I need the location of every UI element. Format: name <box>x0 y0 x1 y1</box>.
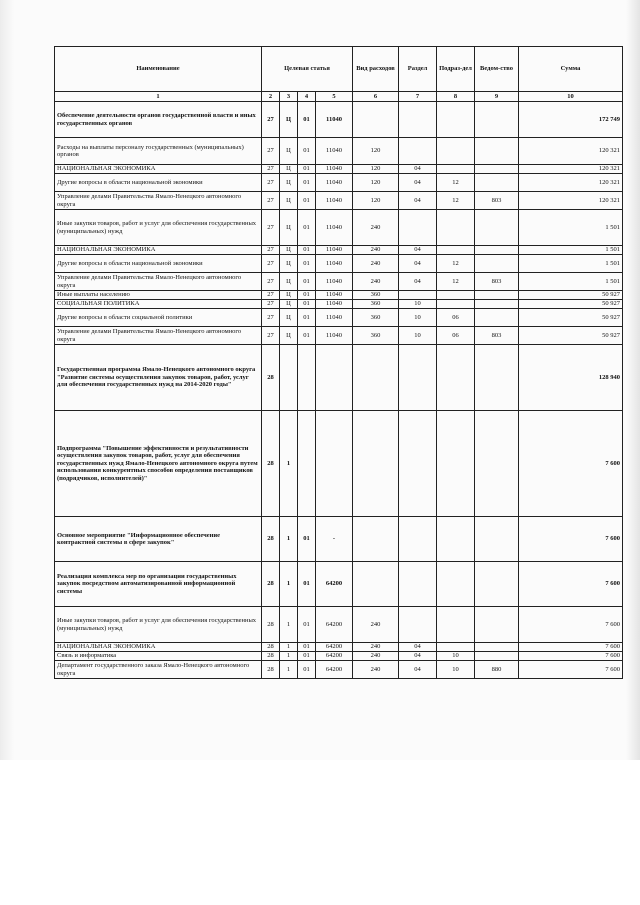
section-cell <box>399 517 437 562</box>
column-number-row <box>55 92 623 102</box>
target-code-2: Ц <box>280 210 298 246</box>
department-cell: 803 <box>475 192 519 210</box>
row-name: СОЦИАЛЬНАЯ ПОЛИТИКА <box>55 300 262 309</box>
amount-cell: 120 321 <box>519 174 623 192</box>
row-name: Управление делами Правительства Ямало-Ненецкого автономного округа <box>55 192 262 210</box>
target-code-3: 01 <box>298 652 316 661</box>
row-name: Другие вопросы в области социальной политики <box>55 309 262 327</box>
department-cell <box>475 517 519 562</box>
target-code-3: 01 <box>298 291 316 300</box>
target-code-2: Ц <box>280 174 298 192</box>
table-row <box>55 309 623 327</box>
table-header-row <box>55 47 623 92</box>
target-code-4: 11040 <box>316 165 353 174</box>
amount-cell: 1 501 <box>519 246 623 255</box>
target-code-4: 11040 <box>316 246 353 255</box>
row-name: Основное мероприятие "Информационное обеспечение контрактной системы в сфере закупок" <box>55 517 262 562</box>
target-code-3: 01 <box>298 192 316 210</box>
target-code-3: 01 <box>298 643 316 652</box>
subsection-cell <box>437 300 475 309</box>
target-code-4: 64200 <box>316 607 353 643</box>
section-cell <box>399 102 437 138</box>
row-name: Управление делами Правительства Ямало-Ненецкого автономного округа <box>55 273 262 291</box>
expense-type-cell: 240 <box>353 643 399 652</box>
amount-cell: 128 940 <box>519 345 623 411</box>
subsection-cell <box>437 562 475 607</box>
target-code-4: 64200 <box>316 661 353 679</box>
target-code-1: 27 <box>262 291 280 300</box>
department-cell <box>475 255 519 273</box>
expense-type-cell <box>353 345 399 411</box>
subsection-cell: 06 <box>437 327 475 345</box>
expense-type-cell: 120 <box>353 174 399 192</box>
expense-type-cell: 120 <box>353 192 399 210</box>
target-code-4 <box>316 345 353 411</box>
section-cell <box>399 138 437 165</box>
target-code-3: 01 <box>298 210 316 246</box>
department-cell: 803 <box>475 273 519 291</box>
amount-cell: 7 600 <box>519 562 623 607</box>
target-code-2 <box>280 345 298 411</box>
target-code-4: 11040 <box>316 309 353 327</box>
target-code-4: 11040 <box>316 102 353 138</box>
expense-type-cell <box>353 411 399 517</box>
target-code-1: 27 <box>262 273 280 291</box>
target-code-1: 28 <box>262 661 280 679</box>
target-code-4: 11040 <box>316 210 353 246</box>
section-cell: 04 <box>399 255 437 273</box>
table-row <box>55 517 623 562</box>
table-row <box>55 273 623 291</box>
target-code-1: 28 <box>262 562 280 607</box>
target-code-3: 01 <box>298 246 316 255</box>
target-code-2: Ц <box>280 309 298 327</box>
amount-cell: 50 927 <box>519 291 623 300</box>
subsection-cell: 12 <box>437 273 475 291</box>
expense-type-cell: 360 <box>353 309 399 327</box>
table-row <box>55 291 623 300</box>
target-code-4: 11040 <box>316 327 353 345</box>
department-cell: 803 <box>475 327 519 345</box>
target-code-1: 27 <box>262 255 280 273</box>
target-code-1: 27 <box>262 210 280 246</box>
header-amount: Сумма <box>519 47 623 92</box>
target-code-1: 27 <box>262 174 280 192</box>
row-name: Другие вопросы в области национальной экономики <box>55 174 262 192</box>
target-code-4: 64200 <box>316 562 353 607</box>
table-row <box>55 652 623 661</box>
target-code-3: 01 <box>298 607 316 643</box>
row-name: НАЦИОНАЛЬНАЯ ЭКОНОМИКА <box>55 165 262 174</box>
amount-cell: 7 600 <box>519 661 623 679</box>
section-cell <box>399 291 437 300</box>
department-cell <box>475 309 519 327</box>
amount-cell: 50 927 <box>519 300 623 309</box>
target-code-4: 11040 <box>316 255 353 273</box>
target-code-2: 1 <box>280 411 298 517</box>
table-row <box>55 300 623 309</box>
target-code-2: Ц <box>280 327 298 345</box>
table-row <box>55 643 623 652</box>
row-name: Управление делами Правительства Ямало-Ненецкого автономного округа <box>55 327 262 345</box>
target-code-1: 28 <box>262 411 280 517</box>
target-code-2: Ц <box>280 273 298 291</box>
header-name: Наименование <box>55 47 262 92</box>
department-cell <box>475 411 519 517</box>
table-row <box>55 661 623 679</box>
subsection-cell <box>437 291 475 300</box>
amount-cell: 1 501 <box>519 210 623 246</box>
target-code-1: 28 <box>262 607 280 643</box>
header-section: Раздел <box>399 47 437 92</box>
department-cell <box>475 652 519 661</box>
amount-cell: 7 600 <box>519 517 623 562</box>
target-code-3: 01 <box>298 327 316 345</box>
department-cell <box>475 165 519 174</box>
subsection-cell <box>437 165 475 174</box>
expense-type-cell: 120 <box>353 138 399 165</box>
target-code-4: - <box>316 517 353 562</box>
row-name: Государственная программа Ямало-Ненецкого автономного округа "Развитие системы осуществления закупок товаров, работ, услуг для обеспечения государственных нужд на 2014-2020 годы" <box>55 345 262 411</box>
department-cell: 880 <box>475 661 519 679</box>
table-row <box>55 411 623 517</box>
target-code-1: 27 <box>262 327 280 345</box>
target-code-3: 01 <box>298 309 316 327</box>
blank-page-area <box>0 760 640 905</box>
table-row <box>55 210 623 246</box>
target-code-2: Ц <box>280 255 298 273</box>
department-cell <box>475 643 519 652</box>
department-cell <box>475 246 519 255</box>
column-number: 9 <box>475 92 519 102</box>
expense-type-cell <box>353 102 399 138</box>
table-row <box>55 345 623 411</box>
column-number: 4 <box>298 92 316 102</box>
amount-cell: 120 321 <box>519 165 623 174</box>
department-cell <box>475 345 519 411</box>
row-name: Расходы на выплаты персоналу государственных (муниципальных) органов <box>55 138 262 165</box>
target-code-3: 01 <box>298 255 316 273</box>
target-code-1: 27 <box>262 309 280 327</box>
row-name: Иные закупки товаров, работ и услуг для обеспечения государственных (муниципальных) нужд <box>55 607 262 643</box>
column-number: 3 <box>280 92 298 102</box>
target-code-4: 11040 <box>316 192 353 210</box>
section-cell: 04 <box>399 246 437 255</box>
target-code-4: 64200 <box>316 643 353 652</box>
target-code-1: 27 <box>262 165 280 174</box>
table-row <box>55 246 623 255</box>
section-cell <box>399 562 437 607</box>
section-cell: 04 <box>399 273 437 291</box>
amount-cell: 7 600 <box>519 643 623 652</box>
target-code-1: 28 <box>262 345 280 411</box>
target-code-2: Ц <box>280 291 298 300</box>
expense-type-cell <box>353 562 399 607</box>
table-row <box>55 255 623 273</box>
header-expense-type: Вид расходов <box>353 47 399 92</box>
expense-type-cell: 360 <box>353 327 399 345</box>
column-number: 7 <box>399 92 437 102</box>
row-name: Подпрограмма "Повышение эффективности и результативности осуществления закупок товаров, работ, услуг для обеспечения государственных нужд Ямало-Ненецкого автономного округа путем использования конкурентных способов определения поставщиков (подрядчиков, исполнителей)" <box>55 411 262 517</box>
column-number: 5 <box>316 92 353 102</box>
row-name: НАЦИОНАЛЬНАЯ ЭКОНОМИКА <box>55 643 262 652</box>
target-code-3: 01 <box>298 273 316 291</box>
table-row <box>55 607 623 643</box>
subsection-cell <box>437 517 475 562</box>
target-code-2: 1 <box>280 607 298 643</box>
section-cell: 10 <box>399 309 437 327</box>
section-cell <box>399 607 437 643</box>
subsection-cell <box>437 210 475 246</box>
subsection-cell <box>437 138 475 165</box>
section-cell: 10 <box>399 300 437 309</box>
target-code-1: 28 <box>262 643 280 652</box>
subsection-cell: 10 <box>437 652 475 661</box>
amount-cell: 7 600 <box>519 652 623 661</box>
section-cell: 04 <box>399 174 437 192</box>
table-row <box>55 165 623 174</box>
department-cell <box>475 138 519 165</box>
budget-table <box>54 46 623 679</box>
row-name: Связь и информатика <box>55 652 262 661</box>
target-code-3: 01 <box>298 165 316 174</box>
target-code-1: 28 <box>262 517 280 562</box>
target-code-2: Ц <box>280 138 298 165</box>
section-cell <box>399 345 437 411</box>
subsection-cell <box>437 102 475 138</box>
target-code-2: Ц <box>280 165 298 174</box>
target-code-4: 11040 <box>316 291 353 300</box>
target-code-1: 27 <box>262 138 280 165</box>
expense-type-cell: 240 <box>353 607 399 643</box>
row-name: Другие вопросы в области национальной экономики <box>55 255 262 273</box>
target-code-2: Ц <box>280 246 298 255</box>
target-code-2: 1 <box>280 517 298 562</box>
subsection-cell: 12 <box>437 174 475 192</box>
department-cell <box>475 300 519 309</box>
section-cell: 04 <box>399 661 437 679</box>
department-cell <box>475 291 519 300</box>
row-name: НАЦИОНАЛЬНАЯ ЭКОНОМИКА <box>55 246 262 255</box>
target-code-1: 27 <box>262 300 280 309</box>
column-number: 8 <box>437 92 475 102</box>
amount-cell: 172 749 <box>519 102 623 138</box>
amount-cell: 1 501 <box>519 255 623 273</box>
target-code-3: 01 <box>298 517 316 562</box>
expense-type-cell: 240 <box>353 273 399 291</box>
section-cell <box>399 411 437 517</box>
target-code-2: Ц <box>280 300 298 309</box>
expense-type-cell: 240 <box>353 652 399 661</box>
expense-type-cell <box>353 517 399 562</box>
target-code-3: 01 <box>298 300 316 309</box>
department-cell <box>475 102 519 138</box>
target-code-2: 1 <box>280 562 298 607</box>
section-cell: 04 <box>399 192 437 210</box>
row-name: Обеспечение деятельности органов государственной власти и иных государственных органов <box>55 102 262 138</box>
amount-cell: 50 927 <box>519 327 623 345</box>
target-code-4: 11040 <box>316 138 353 165</box>
row-name: Иные закупки товаров, работ и услуг для обеспечения государственных (муниципальных) нужд <box>55 210 262 246</box>
target-code-2: Ц <box>280 102 298 138</box>
subsection-cell <box>437 411 475 517</box>
target-code-3 <box>298 345 316 411</box>
target-code-4 <box>316 411 353 517</box>
target-code-2: 1 <box>280 661 298 679</box>
amount-cell: 50 927 <box>519 309 623 327</box>
target-code-2: 1 <box>280 652 298 661</box>
subsection-cell <box>437 246 475 255</box>
amount-cell: 120 321 <box>519 138 623 165</box>
row-name: Реализация комплекса мер по организации государственных закупок посредством автоматизированной информационной системы <box>55 562 262 607</box>
header-department: Ведом-ство <box>475 47 519 92</box>
expense-type-cell: 360 <box>353 300 399 309</box>
column-number: 1 <box>55 92 262 102</box>
target-code-4: 11040 <box>316 174 353 192</box>
section-cell: 10 <box>399 327 437 345</box>
department-cell <box>475 210 519 246</box>
section-cell: 04 <box>399 652 437 661</box>
department-cell <box>475 562 519 607</box>
table-row <box>55 174 623 192</box>
header-target-article: Целевая статья <box>262 47 353 92</box>
table-row <box>55 102 623 138</box>
header-subsection: Подраз-дел <box>437 47 475 92</box>
target-code-4: 64200 <box>316 652 353 661</box>
target-code-1: 28 <box>262 652 280 661</box>
amount-cell: 1 501 <box>519 273 623 291</box>
target-code-3: 01 <box>298 138 316 165</box>
department-cell <box>475 174 519 192</box>
expense-type-cell: 240 <box>353 246 399 255</box>
subsection-cell <box>437 643 475 652</box>
row-name: Департамент государственного заказа Ямало-Ненецкого автономного округа <box>55 661 262 679</box>
target-code-1: 27 <box>262 102 280 138</box>
expense-type-cell: 240 <box>353 255 399 273</box>
target-code-4: 11040 <box>316 300 353 309</box>
section-cell: 04 <box>399 165 437 174</box>
expense-type-cell: 240 <box>353 661 399 679</box>
table-row <box>55 192 623 210</box>
expense-type-cell: 240 <box>353 210 399 246</box>
subsection-cell <box>437 345 475 411</box>
column-number: 10 <box>519 92 623 102</box>
column-number: 2 <box>262 92 280 102</box>
column-number: 6 <box>353 92 399 102</box>
amount-cell: 120 321 <box>519 192 623 210</box>
table-row <box>55 562 623 607</box>
subsection-cell: 12 <box>437 255 475 273</box>
section-cell: 04 <box>399 643 437 652</box>
table-body <box>55 102 623 679</box>
subsection-cell: 12 <box>437 192 475 210</box>
expense-type-cell: 360 <box>353 291 399 300</box>
target-code-1: 27 <box>262 192 280 210</box>
target-code-4: 11040 <box>316 273 353 291</box>
subsection-cell: 10 <box>437 661 475 679</box>
target-code-3: 01 <box>298 174 316 192</box>
target-code-3: 01 <box>298 102 316 138</box>
subsection-cell <box>437 607 475 643</box>
expense-type-cell: 120 <box>353 165 399 174</box>
target-code-3 <box>298 411 316 517</box>
row-name: Иные выплаты населению <box>55 291 262 300</box>
table-row <box>55 327 623 345</box>
target-code-3: 01 <box>298 661 316 679</box>
target-code-1: 27 <box>262 246 280 255</box>
section-cell <box>399 210 437 246</box>
target-code-2: Ц <box>280 192 298 210</box>
subsection-cell: 06 <box>437 309 475 327</box>
table-row <box>55 138 623 165</box>
target-code-3: 01 <box>298 562 316 607</box>
amount-cell: 7 600 <box>519 607 623 643</box>
amount-cell: 7 600 <box>519 411 623 517</box>
department-cell <box>475 607 519 643</box>
target-code-2: 1 <box>280 643 298 652</box>
